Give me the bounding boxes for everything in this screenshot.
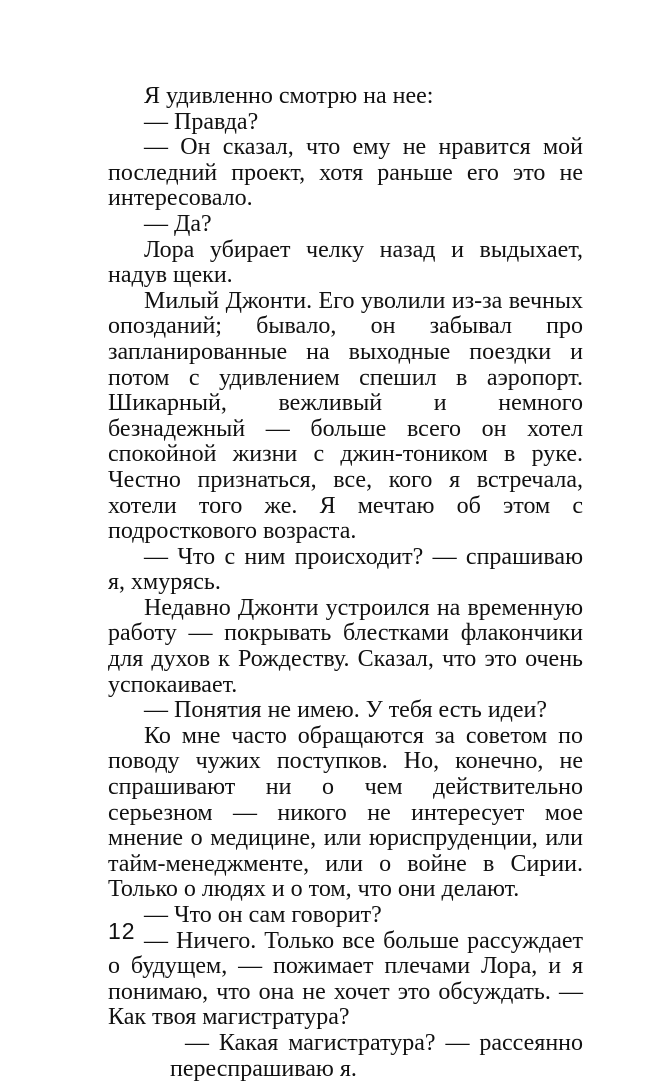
paragraph: — Что с ним происходит? — спрашиваю я, хмурясь. (108, 543, 583, 596)
paragraph: — Понятия не имею. У тебя есть идеи? (144, 697, 548, 724)
paragraph: Ко мне часто обращаются за советом по поводу чужих поступков. Но, конечно, не спрашивают ни о чем действительно серьезном — никого не интересует мое мнение о медицине, или юриспруденции, или тайм-менеджменте, или о войне в Сирии. Только о людях и о том, что они делают. (108, 722, 583, 903)
paragraph: — Ничего. Только все больше рассуждает о будущем, — пожимает плечами Лора, и я понимаю, что она не хочет это обсуждать. — Как твоя магистратура? (108, 927, 583, 1031)
body-text (108, 84, 583, 1082)
last-paragraph: — Какая магистратура? — рассеянно переспрашиваю я. (170, 1029, 583, 1082)
paragraph: — Правда? (144, 108, 259, 135)
paragraph: Лора убирает челку назад и выдыхает, надув щеки. (108, 236, 583, 289)
page-number: 12 (108, 918, 136, 944)
paragraph: Милый Джонти. Его уволили из-за вечных опозданий; бывало, он забывал про запланированные на выходные поездки и потом с удивлением спешил в аэропорт. Шикарный, вежливый и немного безнадежный — больше всего он хотел спокойной жизни с джин-тоником в руке. Честно признаться, все, кого я встречала, хотели того же. Я мечтаю об этом с подросткового возраста. (108, 287, 583, 545)
paragraph: — Да? (144, 210, 212, 237)
paragraph: — Что он сам говорит? (144, 902, 382, 928)
paragraph: Недавно Джонти устроился на временную работу — покрывать блестками флакончики для духов к Рождеству. Сказал, что это очень успокаивает. (108, 594, 583, 698)
paragraph: Я удивленно смотрю на нее: (144, 83, 434, 109)
paragraph: — Он сказал, что ему не нравится мой последний проект, хотя раньше его это не интересовало. (108, 134, 583, 212)
